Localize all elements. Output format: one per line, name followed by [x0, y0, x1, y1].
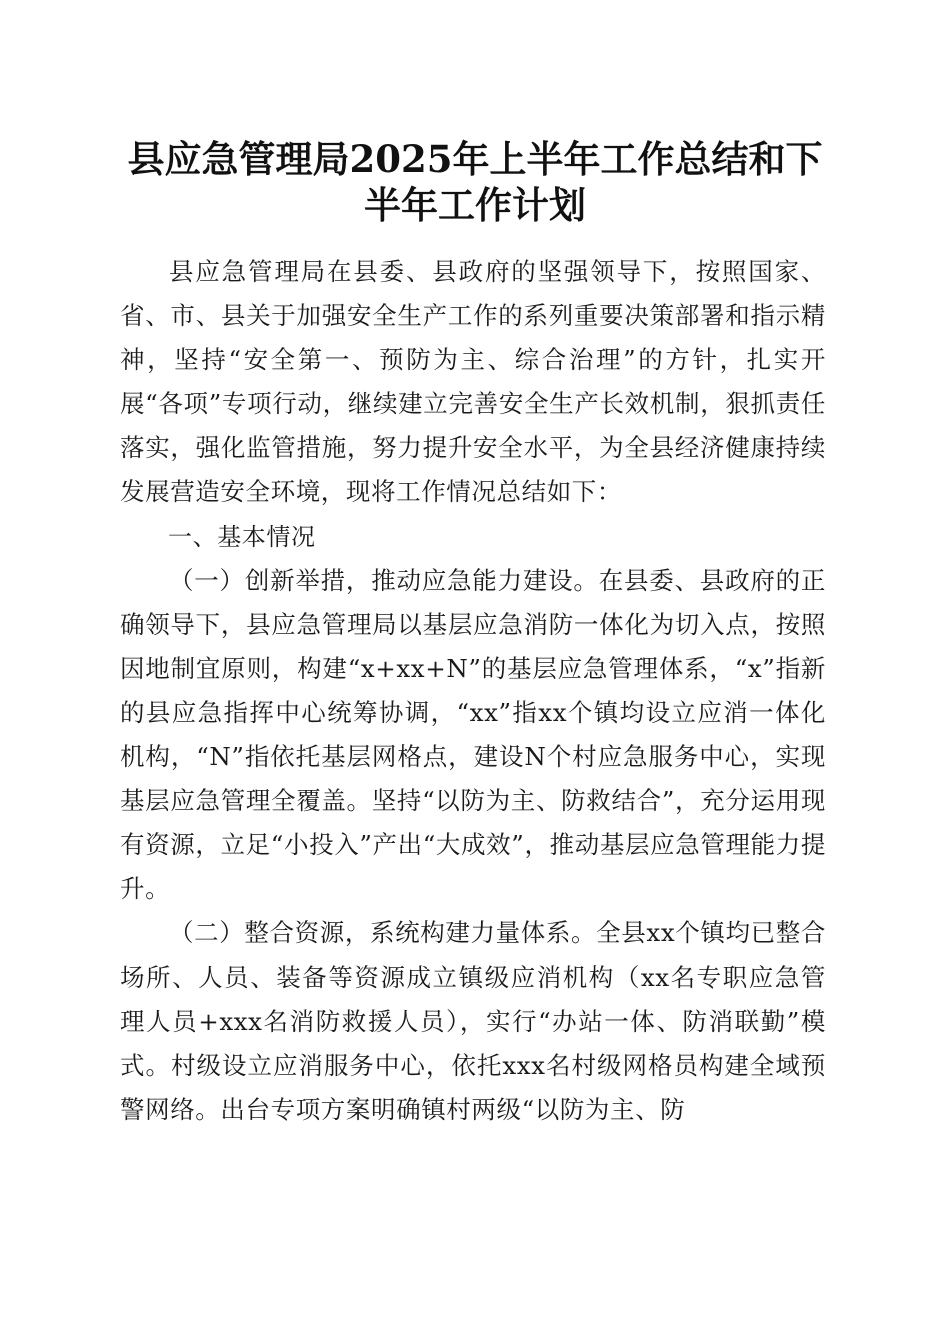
subsection-1-lead: （一）创新举措，推动应急能力建设。	[169, 565, 599, 595]
subsection-2-lead: （二）整合资源，系统构建力量体系。	[169, 918, 597, 948]
subsection-2-paragraph	[120, 911, 826, 1131]
intro-paragraph: 县应急管理局在县委、县政府的坚强领导下，按照国家、省、市、县关于加强安全生产工作的系列重要决策部署和指示精神，坚持“安全第一、预防为主、综合治理”的方针，扎实开展“各项”专项行动，继续建立完善安全生产长效机制，狠抓责任落实，强化监管措施，努力提升安全水平，为全县经济健康持续发展营造安全环境，现将工作情况总结如下：	[120, 257, 826, 507]
subsection-2-text: 全县xx个镇均已整合场所、人员、装备等资源成立镇级应消机构（xx名专职应急管理人员+xxx名消防救援人员），实行“办站一体、防消联勤”模式。村级设立应消服务中心，依托xxx名村级网格员构建全域预警网络。出台专项方案明确镇村两级“以防为主、防	[120, 918, 826, 1124]
subsection-1-paragraph	[120, 559, 826, 912]
subsection-1-text: 在县委、县政府的正确领导下，县应急管理局以基层应急消防一体化为切入点，按照因地制宜原则，构建“x+xx+N”的基层应急管理体系，“x”指新的县应急指挥中心统筹协调，“xx”指xx个镇均设立应消一体化机构，“N”指依托基层网格点，建设N个村应急服务中心，实现基层应急管理全覆盖。坚持“以防为主、防救结合”，充分运用现有资源，立足“小投入”产出“大成效”，推动基层应急管理能力提升。	[120, 565, 826, 904]
section-heading-basic-situation: 一、基本情况	[168, 522, 316, 551]
document-title: 县应急管理局2025年上半年工作总结和下半年工作计划	[127, 137, 823, 227]
document-body	[120, 250, 826, 1132]
